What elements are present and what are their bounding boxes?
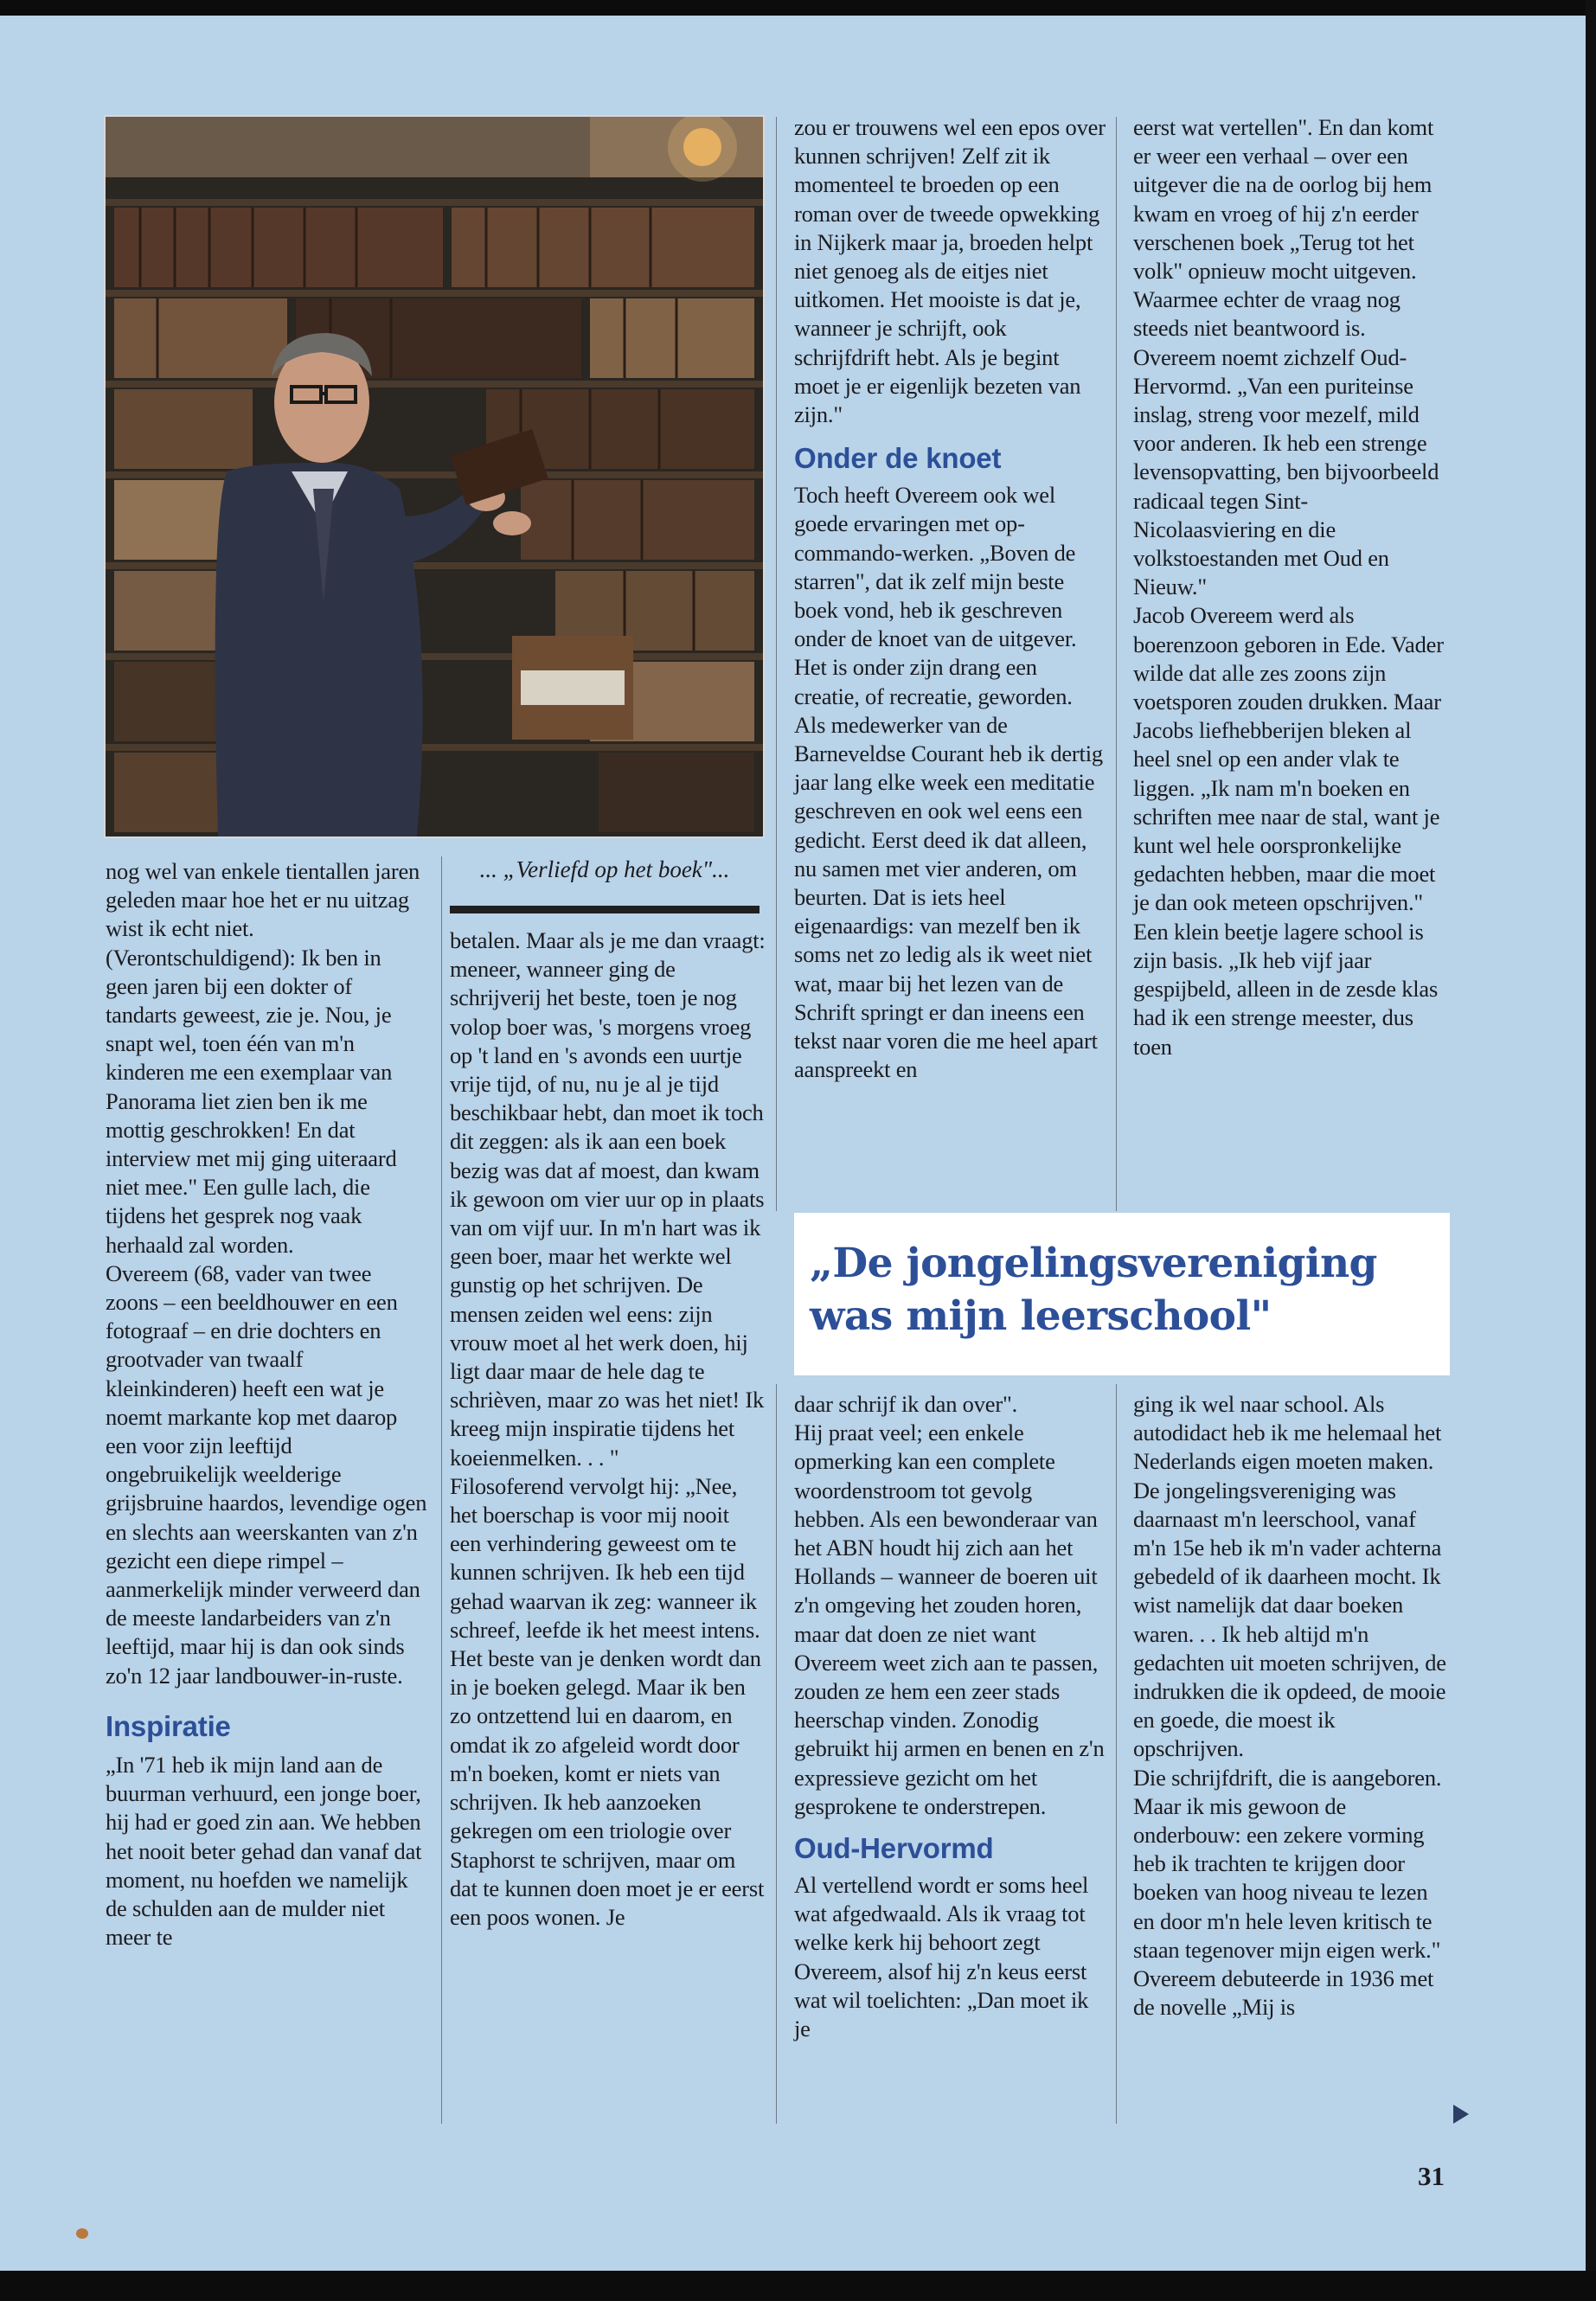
scan-smudge bbox=[76, 2228, 88, 2239]
column-rule bbox=[776, 117, 777, 1211]
body-paragraph: „In '71 heb ik mijn land aan de buurman verhuurd, een jonge boer, hij had er goed zin aan. We hebben het nooit beter gehad dan vanaf dat moment, nu hoefden we namelijk de schulden aan de mulder niet meer te bbox=[106, 1751, 422, 1951]
column-rule bbox=[1116, 1384, 1117, 2124]
body-paragraph: Overeem debuteerde in 1936 met de novelle „Mij is bbox=[1133, 1965, 1434, 2021]
text-column-3-top bbox=[794, 113, 1107, 1085]
continue-arrow-icon bbox=[1453, 2105, 1469, 2124]
body-paragraph: eerst wat vertellen". En dan komt er weer een verhaal – over een uitgever die na de oorlog bij hem kwam en vroeg of hij z'n eerder verschenen boek „Terug tot het volk" opnieuw mocht uitgeven. Waarmee echter de vraag nog steeds niet beantwoord is. Overeem noemt zichzelf Oud-Hervormd. „Van een puriteinse inslag, streng voor mezelf, mild voor anderen. Ik heb een strenge levensopvatting, ben bijvoorbeeld radicaal tegen Sint-Nicolaasviering en die volkstoestanden met Oud en Nieuw." bbox=[1133, 114, 1439, 600]
scan-border-right bbox=[1586, 0, 1596, 2301]
body-paragraph: Al vertellend wordt er soms heel wat afgedwaald. Als ik vraag tot welke kerk hij behoort zegt Overeem, alsof hij z'n keus eerst wat wil toelichten: „Dan moet ik je bbox=[794, 1872, 1089, 2042]
body-paragraph: nog wel van enkele tientallen jaren geleden maar hoe het er nu uitzag wist ik echt niet. (Verontschuldigend): Ik ben in geen jaren bij een dokter of tandarts geweest, zie je. Nou, je snapt wel, toen één van m'n kinderen me een exemplaar van Panorama liet zien ben ik me mottig geschrokken! En dat interview met mij ging uiteraard niet mee." Een gulle lach, die tijdens het gesprek nog vaak herhaald zal worden. bbox=[106, 858, 420, 1258]
body-paragraph: Die schrijfdrift, die is aangeboren. Maar ik mis gewoon de onderbouw: een zekere vorming heb ik trachten te krijgen door boeken van hoog niveau te lezen en door m'n hele leven kritisch te staan tegenover mijn eigen werk." bbox=[1133, 1764, 1442, 1963]
body-paragraph: daar schrijf ik dan over". bbox=[794, 1391, 1018, 1417]
body-paragraph: Hij praat veel; een enkele opmerking kan een complete woordenstroom tot gevolg hebben. Als een bewonderaar van het ABN houdt hij zich aan het Hollands – wanneer de boeren uit z'n omgeving het zouden horen, maar dat doen ze niet want Overeem weet zich aan te passen, zouden ze hem een zeer stads heerschap vinden. Zonodig gebruikt hij armen en benen en z'n expressieve gezicht om het gesprokene te onderstrepen. bbox=[794, 1420, 1105, 1819]
body-paragraph: Overeem (68, vader van twee zoons – een beeldhouwer en een fotograaf – en drie dochters en grootvader van twaalf kleinkinderen) heeft een wat je noemt markante kop met daarop een voor zijn leeftijd ongebruikelijk weelderige grijsbruine haardos, levendige ogen en slechts aan weerskanten van z'n gezicht een diepe rimpel – aanmerkelijk minder verweerd dan de meeste landarbeiders van z'n leeftijd, maar hij is dan ook sinds zo'n 12 jaar landbouwer-in-ruste. bbox=[106, 1259, 427, 1689]
text-column-4-top bbox=[1133, 113, 1449, 1061]
body-paragraph: Toch heeft Overeem ook wel goede ervaringen met op-commando-werken. „Boven de starren", dat ik zelf mijn beste boek vond, heb ik geschreven onder de knoet van de uitgever. Het is onder zijn drang een creatie, of recreatie, geworden. Als medewerker van de Barneveldse Courant heb ik dertig jaar lang elke week een meditatie geschreven en ook wel eens een gedicht. Eerst deed ik dat alleen, nu samen met vier anderen, om beurten. Dat is iets heel eigenaardigs: van mezelf ben ik soms net zo ledig als ik weet niet wat, maar bij het lezen van de Schrift springt er dan ineens een tekst naar voren die me heel apart aanspreekt en bbox=[794, 482, 1103, 1083]
scan-border-top bbox=[0, 0, 1596, 16]
body-paragraph: Een klein beetje lagere school is zijn basis. „Ik heb vijf jaar gespijbeld, alleen in de zesde klas had ik een strenge meester, dus toen bbox=[1133, 918, 1439, 1060]
text-column-4-bottom bbox=[1133, 1390, 1449, 2022]
photo-caption: ... „Verliefd op het boek"... bbox=[479, 856, 730, 882]
text-column-3-bottom bbox=[794, 1390, 1107, 2043]
text-column-1 bbox=[106, 857, 427, 1952]
section-heading-inspiratie: Inspiratie bbox=[106, 1709, 231, 1742]
body-paragraph: betalen. Maar als je me dan vraagt: meneer, wanneer ging de schrijverij het beste, toen je nog volop boer was, 's morgens vroeg op 't land en 's avonds een uurtje vrije tijd, of nu, nu je al je tijd beschikbaar hebt, dan moet ik toch dit zeggen: als ik aan een boek bezig was dat af moest, dan kwam ik gewoon om vier uur op in plaats van om vijf uur. In m'n hart was ik geen boer, maar het werkte wel gunstig op het schrijven. De mensen zeiden wel eens: zijn vrouw moet al het werk doen, hij ligt daar maar de hele dag te schrièven, maar zo was het niet! Ik kreeg mijn inspiratie tijdens het koeienmelken. . . " bbox=[450, 927, 766, 1471]
caption-rule bbox=[450, 906, 760, 913]
section-heading-onder-de-knoet: Onder de knoet bbox=[794, 442, 1002, 475]
page-number: 31 bbox=[1418, 2161, 1445, 2191]
section-heading-oud-hervormd: Oud-Hervormd bbox=[794, 1832, 994, 1865]
scan-border-bottom bbox=[0, 2271, 1596, 2301]
photo bbox=[104, 115, 765, 838]
body-paragraph: Jacob Overeem werd als boerenzoon geboren in Ede. Vader wilde dat alle zes zoons zijn voetsporen zouden drukken. Maar Jacobs liefhebberijen bleken al heel snel op een ander vlak te liggen. „Ik nam m'n boeken en schriften mee naar de stal, want je kunt wel hele oorspronkelijke gedachten hebben, maar die moet je dan ook meteen opschrijven." bbox=[1133, 602, 1444, 916]
body-paragraph: ging ik wel naar school. Als autodidact heb ik me helemaal het Nederlands eigen moeten maken. De jongelingsvereniging was daarnaast m'n leerschool, vanaf m'n 15e heb ik m'n vader achterna gebedeld of ik daarheen mocht. Ik wist namelijk dat daar boeken waren. . . Ik heb altijd m'n gedachten uit moeten schrijven, de indrukken die ik opdeed, de mooie en goede, die moest ik opschrijven. bbox=[1133, 1391, 1446, 1762]
pull-quote-text: „De jongelingsvereniging was mijn leerschool" bbox=[810, 1240, 1377, 1340]
body-paragraph: Filosoferend vervolgt hij: „Nee, het boerschap is voor mij nooit een verhindering geweest om te kunnen schrijven. Ik heb een tijd gehad waarvan ik zeg: wanneer ik schreef, leefde ik het meest intens. Het beste van je denken wordt dan in je boeken gelegd. Maar ik ben zo ontzettend lui en daarom, en omdat ik zo afgeleid wordt door m'n boeken, komt er niets van schrijven. Ik heb aanzoeken gekregen om een triologie over Staphorst te schrijven, maar om dat te kunnen doen moet je er eerst een poos wonen. Je bbox=[450, 1472, 765, 1930]
column-rule bbox=[441, 856, 442, 2124]
photo-image bbox=[106, 117, 763, 836]
text-column-2 bbox=[450, 926, 766, 1932]
body-paragraph: zou er trouwens wel een epos over kunnen schrijven! Zelf zit ik momenteel te broeden op een roman over de tweede opwekking in Nijkerk maar ja, broeden helpt niet genoeg als de eitjes niet uitkomen. Het mooiste is dat je, wanneer je schrijft, ook schrijfdrift hebt. Als je begint moet je er eigenlijk bezeten van zijn." bbox=[794, 114, 1106, 428]
pull-quote bbox=[794, 1213, 1450, 1375]
column-rule bbox=[776, 1384, 777, 2124]
column-rule bbox=[1116, 117, 1117, 1211]
